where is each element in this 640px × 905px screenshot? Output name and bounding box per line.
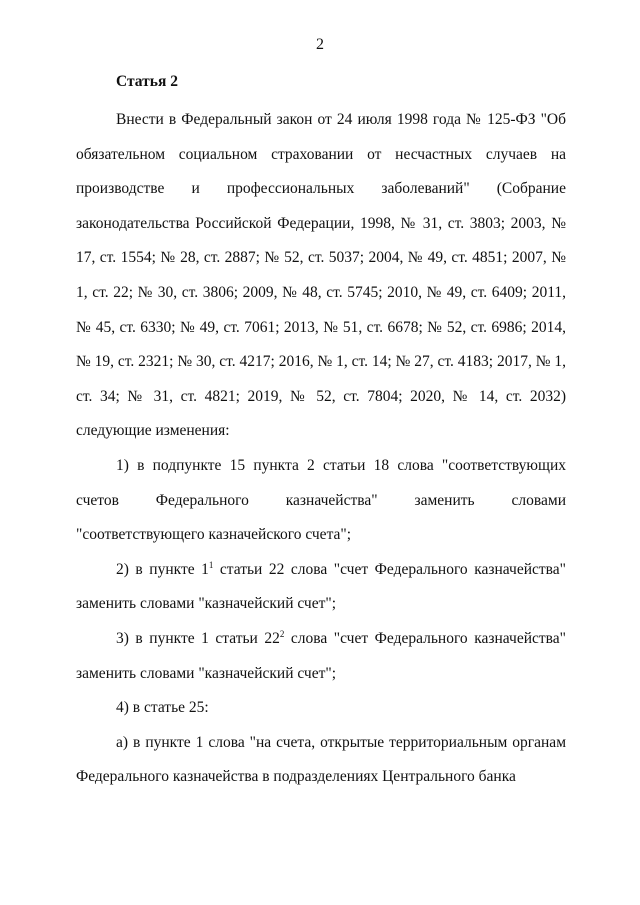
amendment-item-1: 1) в подпункте 15 пункта 2 статьи 18 слова "соответствующих счетов Федерального казначейства" заменить словами "соответствующего казначейского счета"; (76, 456, 566, 544)
page-number: 2 (316, 36, 324, 53)
document-body (76, 103, 566, 795)
intro-paragraph: Внести в Федеральный закон от 24 июля 1998 года № 125-ФЗ "Об обязательном социальном страховании от несчастных случаев на производстве и профессиональных заболеваний" (Собрание законодательства Российской Федерации, 1998, № 31, ст. 3803; 2003, № 17, ст. 1554; № 28, ст. 2887; № 52, ст. 5037; 2004, № 49, ст. 4851; 2007, № 1, ст. 22; № 30, ст. 3806; 2009, № 48, ст. 5745; 2010, № 49, ст. 6409; 2011, № 45, ст. 6330; № 49, ст. 7061; 2013, № 51, ст. 6678; № 52, ст. 6986; 2014, № 19, ст. 2321; № 30, ст. 4217; 2016, № 1, ст. 14; № 27, ст. 4183; 2017, № 1, ст. 34; № 31, ст. 4821; 2019, № 52, ст. 7804; 2020, № 14, ст. 2032) следующие изменения: (76, 111, 566, 440)
amendment-item-2-text-after: статьи 22 слова "счет Федерального казначейства" заменить словами "казначейский счет"; (76, 560, 566, 613)
amendment-item-3 (76, 622, 566, 691)
amendment-item-4a: а) в пункте 1 слова "на счета, открытые территориальным органам Федерального казначейства в подразделениях Центрального банка (76, 733, 566, 786)
amendment-item-2 (76, 553, 566, 622)
amendment-item-3-text-before: 3) в пункте 1 статьи 22 (116, 629, 280, 647)
amendment-item-3-text-after: слова "счет Федерального казначейства" заменить словами "казначейский счет"; (76, 629, 566, 682)
article-title: Статья 2 (116, 73, 178, 90)
amendment-item-2-superscript: 1 (208, 559, 214, 570)
amendment-item-3-superscript: 2 (279, 628, 285, 639)
amendment-item-2-text-before: 2) в пункте 1 (116, 560, 209, 578)
amendment-item-4: 4) в статье 25: (116, 699, 209, 717)
